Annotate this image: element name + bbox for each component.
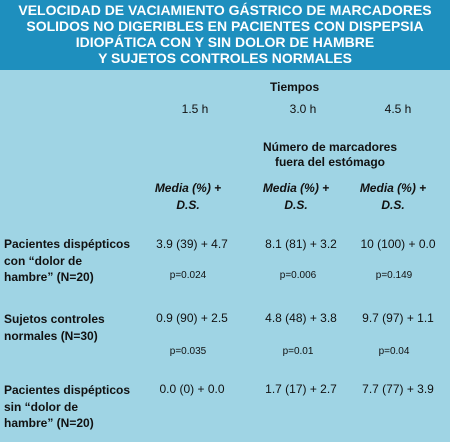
stat-line-2: D.S. (176, 198, 200, 212)
stat-header-col-3 (345, 180, 441, 214)
row-label-line: normales (N=30) (4, 328, 98, 343)
row-label-line: sin “dolor de (4, 399, 79, 414)
table-cell: 10 (100) + 0.0 (360, 237, 436, 251)
row-label-line: hambre” (N=20) (4, 416, 94, 430)
title-line-2: SOLIDOS NO DIGERIBLES EN PACIENTES CON DISPEPSIA (26, 18, 424, 34)
subheader-line-1: Número de marcadores (262, 140, 398, 154)
p-value: p=0.149 (375, 270, 413, 281)
subheader-line-2: fuera del estómago (274, 155, 386, 169)
row-label-normal-controls (4, 311, 105, 344)
p-value: p=0.006 (279, 270, 317, 281)
table-cell: 0.0 (0) + 0.0 (159, 382, 225, 396)
row-label-dyspeptic-without-hunger-pain (4, 382, 130, 432)
row-label-line: hambre” (N=20) (4, 270, 94, 284)
stat-line-2: D.S. (381, 198, 405, 212)
title-banner (0, 0, 450, 70)
p-value: p=0.04 (378, 346, 410, 357)
p-value: p=0.035 (169, 346, 207, 357)
stat-line-1: Media (%) + (262, 181, 330, 195)
stat-line-2: D.S. (284, 198, 308, 212)
time-col-2: 3.0 h (289, 102, 317, 116)
p-value: p=0.024 (169, 270, 207, 281)
time-col-3: 4.5 h (384, 102, 412, 116)
table-cell: 1.7 (17) + 2.7 (265, 382, 337, 396)
row-label-line: con “dolor de (4, 253, 82, 268)
table-cell: 4.8 (48) + 3.8 (265, 311, 337, 325)
table-cell: 0.9 (90) + 2.5 (156, 311, 228, 325)
row-label-line: Pacientes dispépticos (4, 383, 131, 397)
stat-header-col-1 (140, 180, 236, 214)
row-label-line: Sujetos controles (4, 312, 105, 326)
table-cell: 8.1 (81) + 3.2 (265, 237, 337, 251)
time-col-1: 1.5 h (181, 102, 209, 116)
table-cell: 9.7 (97) + 1.1 (362, 311, 434, 325)
row-label-line: Pacientes dispépticos (4, 237, 131, 251)
table-cell: 3.9 (39) + 4.7 (156, 237, 228, 251)
times-header: Tiempos (270, 80, 320, 94)
stat-header-col-2 (248, 180, 344, 214)
title-line-3: IDIOPÁTICA CON Y SIN DOLOR DE HAMBRE (75, 34, 375, 50)
stat-line-1: Media (%) + (154, 181, 222, 195)
stat-line-1: Media (%) + (359, 181, 427, 195)
title-line-1: VELOCIDAD DE VACIAMIENTO GÁSTRICO DE MARCADORES (18, 2, 432, 18)
title-line-4: Y SUJETOS CONTROLES NORMALES (98, 50, 352, 66)
p-value: p=0.01 (282, 346, 314, 357)
subheader (230, 140, 430, 170)
row-label-dyspeptic-with-hunger-pain (4, 236, 130, 286)
table-cell: 7.7 (77) + 3.9 (362, 382, 434, 396)
